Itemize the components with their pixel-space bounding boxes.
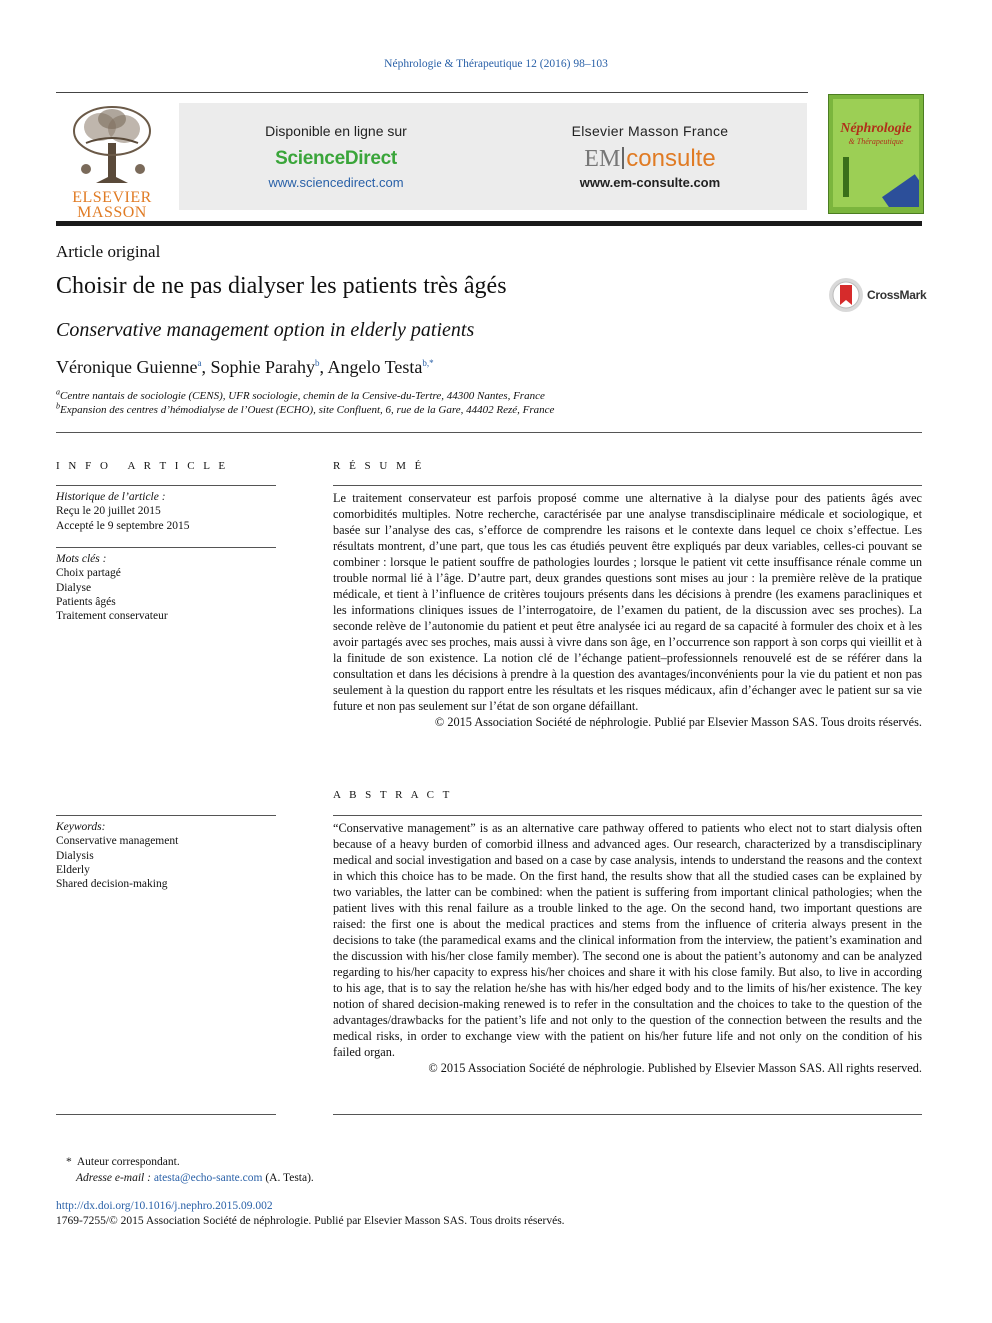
keyword-item: Conservative management [56, 835, 179, 848]
keywords-en [56, 820, 276, 891]
cover-subtitle: & Thérapeutique [848, 137, 904, 146]
resume-rule [333, 485, 922, 486]
keyword-item: Traitement conservateur [56, 610, 168, 623]
doi-link[interactable]: http://dx.doi.org/10.1016/j.nephro.2015.09.002 [56, 1200, 273, 1212]
affiliation-mark: b [56, 401, 60, 411]
abstract-copyright: © 2015 Association Société de néphrologie. Published by Elsevier Masson SAS. All rights reserved. [428, 1061, 922, 1075]
available-online-label: Disponible en ligne sur [265, 123, 407, 139]
abstract-heading: A B S T R A C T [333, 789, 453, 801]
affiliation-mark: a [56, 387, 60, 397]
author-email-link[interactable]: atesta@echo-sante.com [153, 1172, 263, 1184]
author-name[interactable]: Véronique Guienne [56, 357, 198, 377]
resume-heading: R É S U M É [333, 460, 425, 472]
resume-text: Le traitement conservateur est parfois proposé comme une alternative à la dialyse pour des patients âgés avec comorbidités multiples. Notre recherche, caractérisée par une analyse transdisciplinaire médicale et sociologique, et basée sur l’analyse des cas, s’efforce de comprendre les raisons et le contexte dans lequel ce choix s’effectue. Les résultats montrent, d’une part, que tous les cas étudiés peuvent être expliqués par deux variables, celles-ci pouvant se combiner : lorsque le patient souffre de pathologies lourdes ; lorsque le patient vit cette insuffisance rénale comme un trouble normal lié à l’âge. D’autre part, deux grandes questions sont mises au jour : la première relève de la pratique médicale, et tient à l’influence de critères toujours présents dans les décisions à prendre (les examens paracliniques et les informations cliniques issues de l’interrogatoire, de l’examen du patient, de la discussion avec ses proches). La seconde relève de l’autonomie du patient et peut être analysée ici au regard de sa capacité à formuler des choix et à les avoir partagés avec ses proches, mais aussi à vivre dans son âge, en l’occurrence son rapport à son corps qui vieillit et à la finitude de son existence. La notion clé de l’échange patient–professionnels renouvelé est de se référer dans la consultation et dans les décisions à prendre à la question des avantages/inconvénients pour la vie du patient et non pas seulement à la question du rapport entre les résultats et les risques médicaux, afin d’échanger avec le patient sur sa vie future et non pas seulement sur l’état de son organe défaillant. [333, 491, 922, 713]
affiliation-item [56, 403, 554, 417]
cover-title: Néphrologie [840, 121, 912, 136]
left-column-end-rule [56, 1114, 276, 1115]
cover-bar [843, 157, 849, 197]
resume-copyright: © 2015 Association Société de néphrologie. Publié par Elsevier Masson SAS. Tous droits réservés. [434, 715, 922, 729]
availability-banner [179, 103, 807, 210]
keywords-en-label: Keywords: [56, 821, 106, 833]
journal-reference[interactable]: Néphrologie & Thérapeutique 12 (2016) 98–103 [384, 58, 608, 70]
info-heading: I N F O A R T I C L E [56, 460, 229, 472]
received-date: Reçu le 20 juillet 2015 [56, 505, 161, 518]
tree-icon [56, 103, 168, 185]
logo-line-masson: MASSON [77, 204, 147, 221]
history-label: Historique de l’article : [56, 491, 166, 503]
keywords-en-rule [56, 815, 276, 816]
cover-ribbon [882, 174, 919, 207]
info-rule [56, 485, 276, 486]
affiliation-rule [56, 432, 922, 433]
author-affiliation-mark[interactable]: b [314, 358, 320, 368]
footnote-star: * [66, 1156, 72, 1168]
article-history [56, 490, 276, 533]
cover-inner [833, 99, 919, 207]
email-label: Adresse e-mail : [76, 1172, 151, 1184]
elsevier-masson-france-label: Elsevier Masson France [571, 123, 729, 139]
publisher-logo [56, 103, 168, 221]
corresponding-footnote [66, 1154, 314, 1186]
keyword-item: Shared decision-making [56, 878, 168, 891]
emconsulte-link[interactable]: www.em-consulte.com [579, 175, 721, 190]
author-name[interactable]: Sophie Parahy [210, 357, 315, 377]
history-rule [56, 547, 276, 548]
issn-copyright-line: 1769-7255/© 2015 Association Société de néphrologie. Publié par Elsevier Masson SAS. Tous droits réservés. [56, 1215, 565, 1227]
keyword-item: Patients âgés [56, 595, 116, 608]
abstract-body [333, 820, 922, 1076]
accepted-date: Accepté le 9 septembre 2015 [56, 519, 190, 532]
resume-body [333, 490, 922, 730]
right-column-end-rule [333, 1114, 922, 1115]
abstract-rule [333, 815, 922, 816]
crossmark-label: CrossMark [867, 288, 927, 302]
article-subtitle: Conservative management option in elderly patients [56, 319, 475, 341]
emconsulte-brand[interactable] [493, 145, 807, 173]
header-rule [56, 92, 808, 93]
article-title: Choisir de ne pas dialyser les patients très âgés [56, 273, 507, 299]
crossmark-badge[interactable] [828, 277, 927, 315]
emconsulte-consulte: consulte [626, 145, 716, 172]
affiliation-text: Centre nantais de sociologie (CENS), UFR sociologie, chemin de la Censive-du-Tertre, 44300 Nantes, France [60, 390, 545, 402]
keywords-fr [56, 552, 276, 623]
affiliations [56, 389, 554, 417]
affiliation-text: Expansion des centres d’hémodialyse de l’Ouest (ECHO), site Confluent, 6, rue de la Gare, 44402 Rezé, France [60, 404, 555, 416]
keyword-item: Choix partagé [56, 567, 121, 580]
abstract-text: “Conservative management” is as an alternative care pathway offered to patients who elect not to start dialysis often because of a heavy burden of comorbid illness and advanced ages. Our research, characterized by a transdisciplinary medical and social investigation and based on a case by case analysis, intends to understand the reasons and the context in which this choice has to be made. On the first hand, the results show that all the studied cases can be explained by two variables, the latter can be combined: when the patient is suffering from important clinical pathologies; when the patient lives with this renal failure as a trouble linked to the age. On the second hand, two important questions are raised: the first one is about the medical practices and stems from the influence of criteria always present in the decisions to take (the paramedical exams and the clinical information from the interview, the patient’s examination and the discussion with his/her close family member). The second one is about the patient’s autonomy and can be analyzed regarding to his/her capacity to express his/her choices and share it with his close family. But also, to live in according to his age, that is to say the relation he/she has with his/her edged body and to the limits of his/her existence. The key notion of shared decision-making renewed is to refer in the consultation and the choices to take to the question of the advantages/drawbacks for the patient’s life and not only to the question of the connection between the results and the medical risks, in order to exchange view with the patient on his/her future life and not only on the condition of his failed organ. [333, 821, 922, 1059]
article-type: Article original [56, 242, 161, 261]
keyword-item: Dialysis [56, 849, 94, 862]
keyword-item: Elderly [56, 863, 90, 876]
emconsulte-em: EM [584, 146, 621, 172]
keywords-fr-label: Mots clés : [56, 553, 107, 565]
affiliation-item [56, 389, 554, 403]
author-affiliation-mark[interactable]: b,* [422, 358, 434, 368]
sciencedirect-brand[interactable]: ScienceDirect [275, 148, 397, 169]
crossmark-icon [828, 277, 864, 313]
author-name[interactable]: Angelo Testa [327, 357, 423, 377]
title-separator [56, 221, 922, 226]
author-affiliation-mark[interactable]: a [197, 358, 202, 368]
email-owner: (A. Testa). [265, 1172, 314, 1184]
sciencedirect-link[interactable]: www.sciencedirect.com [268, 175, 404, 190]
logo-line-elsevier: ELSEVIER [72, 189, 152, 206]
keyword-item: Dialyse [56, 581, 92, 594]
author-list: Véronique Guienne$^a$, Sophie Parahy$^b$, Angelo Testa$^{b,*}$ [56, 357, 434, 377]
journal-cover[interactable] [828, 94, 924, 214]
corresponding-label: Auteur correspondant. [76, 1156, 180, 1168]
